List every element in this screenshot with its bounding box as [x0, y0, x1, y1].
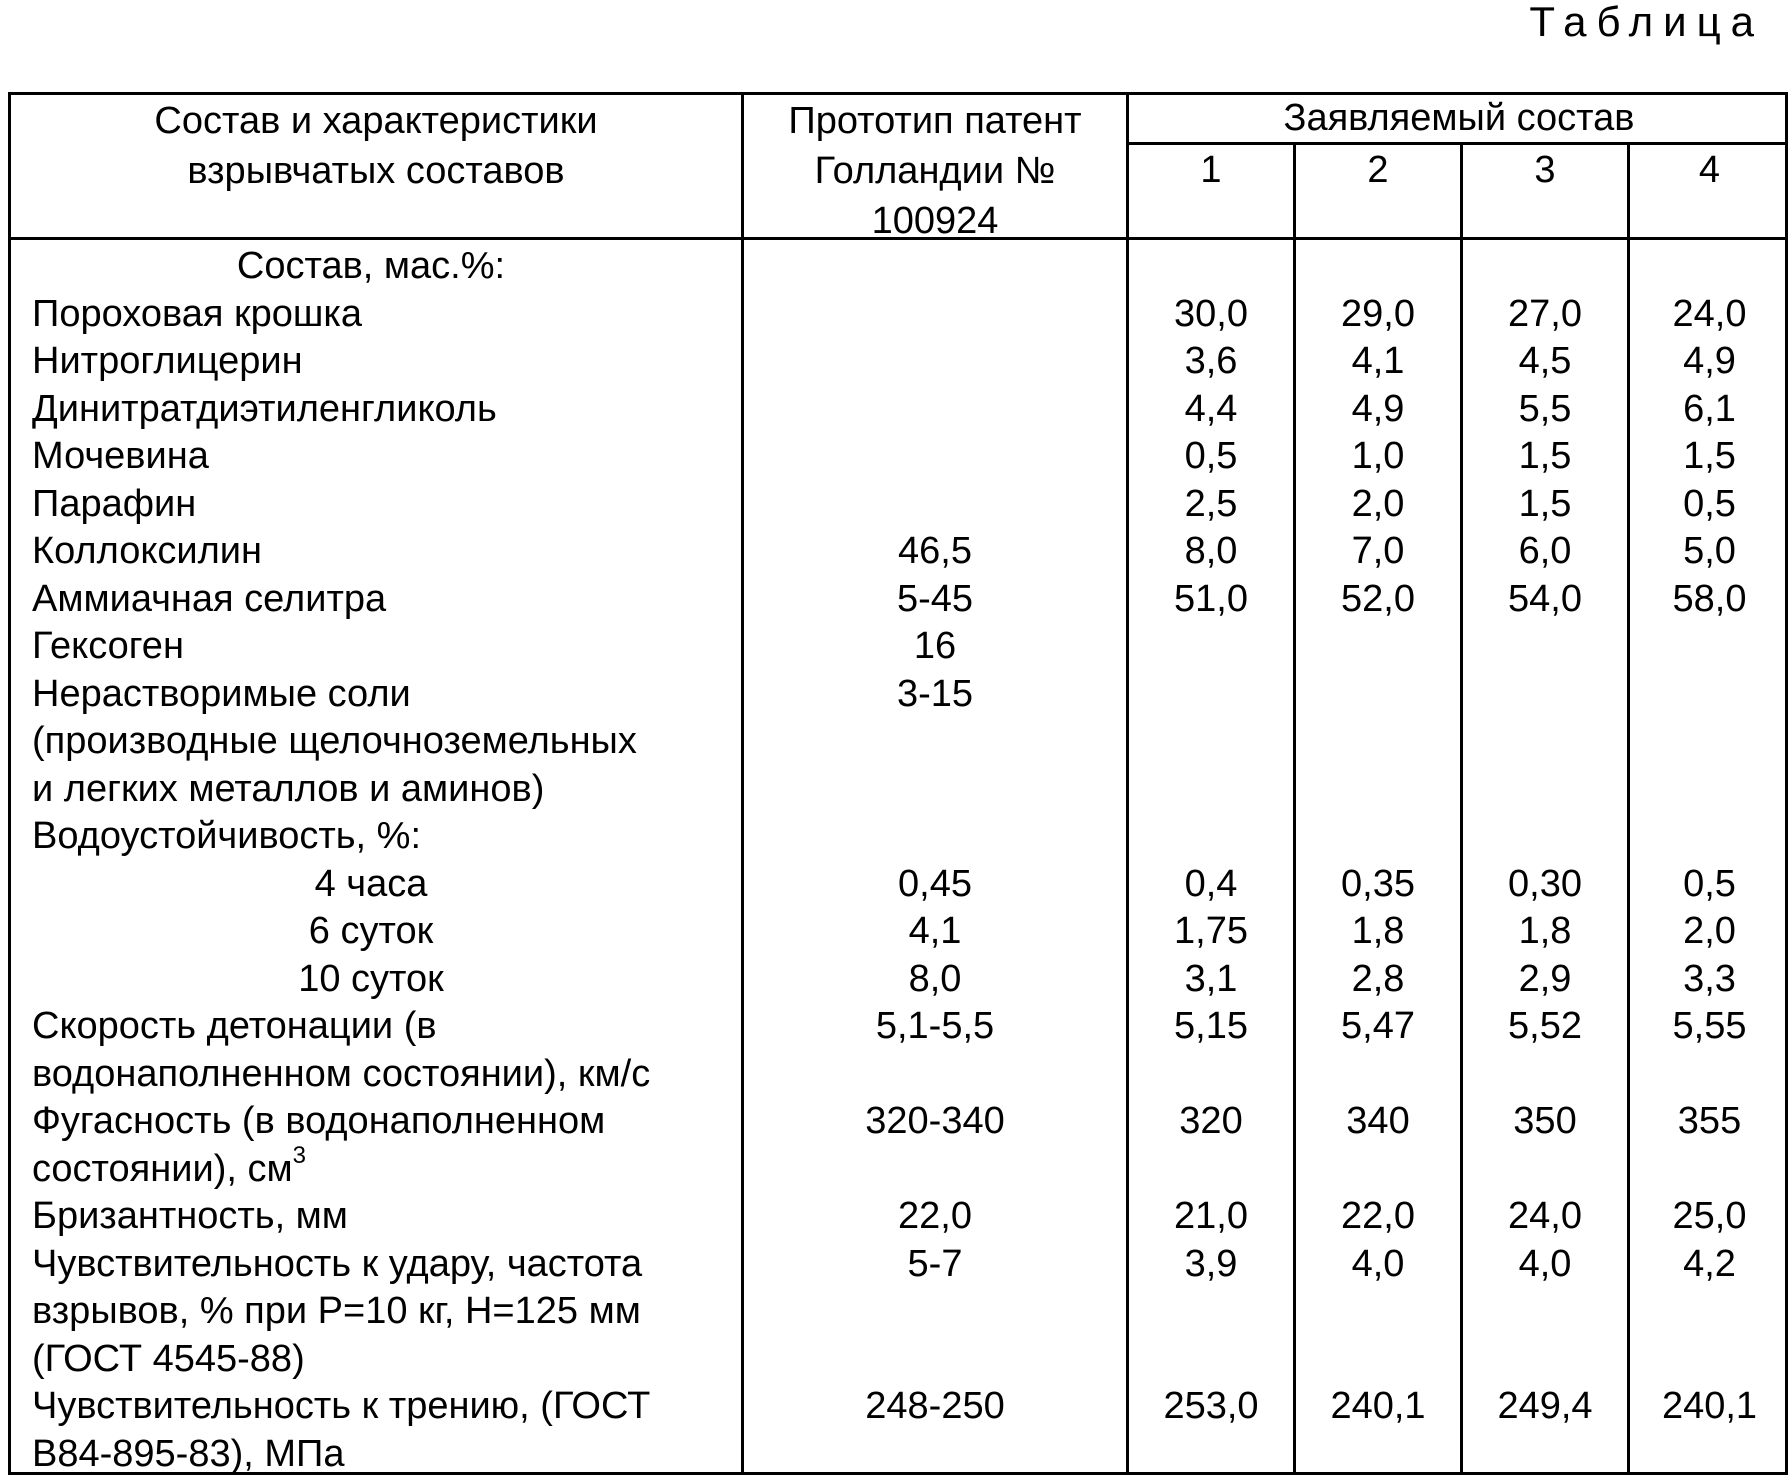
claimed-value-1: 30,0	[1174, 292, 1248, 335]
table-row	[11, 386, 1785, 434]
claimed-value-4: 58,0	[1672, 577, 1747, 620]
table-caption: Таблица	[1529, 0, 1764, 45]
table-row	[11, 861, 1785, 909]
claimed-value-1: 0,4	[1184, 862, 1238, 905]
row-label: Нитроглицерин	[32, 340, 303, 382]
claimed-value-4: 25,0	[1672, 1195, 1747, 1237]
claimed-value-2: 1,0	[1351, 435, 1405, 477]
header-claimed-composition: Заявляемый состав	[1283, 97, 1635, 139]
claimed-value-3: 249,4	[1497, 1385, 1593, 1427]
table-row	[11, 243, 1785, 291]
claimed-value-4: 2,0	[1683, 910, 1736, 952]
row-label: Состав, мас.%:	[236, 245, 506, 287]
prototype-value: 8,0	[908, 957, 962, 1000]
table-body	[11, 243, 1785, 1478]
claimed-value-4: 3,3	[1683, 957, 1736, 1000]
claimed-value-2: 52,0	[1341, 577, 1415, 620]
claimed-value-1: 2,5	[1184, 482, 1238, 525]
claimed-value-4: 0,5	[1683, 862, 1736, 905]
row-label: Чувствительность к удару, частота взрывов, % при Р=10 кг, Н=125 мм (ГОСТ 4545-88)	[32, 1242, 643, 1380]
row-label: Парафин	[32, 482, 197, 525]
table-row	[11, 1193, 1785, 1241]
header-line: 100924	[871, 200, 999, 242]
header-line: Голландии №	[814, 150, 1056, 192]
claimed-value-4: 240,1	[1661, 1385, 1758, 1427]
prototype-value: 3-15	[896, 672, 974, 715]
table-row	[11, 956, 1785, 1004]
claimed-value-3: 1,8	[1518, 910, 1572, 952]
header-claimed-number: 3	[1534, 149, 1556, 191]
table-row	[11, 671, 1785, 814]
claimed-value-2: 0,35	[1341, 862, 1415, 905]
claimed-value-2: 2,0	[1351, 482, 1405, 525]
row-label: Гексоген	[32, 625, 184, 667]
claimed-value-4: 0,5	[1683, 482, 1736, 525]
claimed-value-3: 2,9	[1518, 957, 1572, 1000]
prototype-value: 16	[913, 625, 957, 667]
table-row	[11, 1098, 1785, 1193]
table-row	[11, 576, 1785, 624]
table-row	[11, 481, 1785, 529]
claimed-value-1: 51,0	[1174, 577, 1248, 620]
claimed-value-3: 54,0	[1508, 577, 1582, 620]
claimed-value-1: 3,9	[1184, 1242, 1238, 1285]
header-line: Прототип патент	[788, 100, 1082, 142]
claimed-value-1: 21,0	[1174, 1195, 1248, 1237]
table-row	[11, 813, 1785, 861]
row-label: 4 часа	[314, 862, 428, 905]
row-label: Фугасность (в водонаполненном состоянии), $см^3$	[32, 1100, 606, 1190]
row-label: 6 суток	[308, 910, 434, 952]
prototype-value: 248-250	[865, 1385, 1005, 1427]
header-claimed-number: 2	[1367, 149, 1389, 191]
claimed-value-3: 24,0	[1508, 1195, 1582, 1237]
table-row	[11, 908, 1785, 956]
claimed-value-4: 5,55	[1672, 1005, 1747, 1047]
claimed-value-4: 4,2	[1683, 1242, 1736, 1285]
prototype-value: 320-340	[865, 1100, 1005, 1142]
claimed-value-4: 1,5	[1683, 435, 1736, 477]
header-claimed-number: 1	[1200, 149, 1222, 191]
row-label: Пороховая крошка	[32, 292, 362, 335]
table-row	[11, 1003, 1785, 1098]
header-line: Состав и характеристики	[154, 100, 598, 142]
prototype-value: 22,0	[898, 1195, 972, 1237]
header-prototype-column	[744, 96, 1126, 246]
table-row	[11, 623, 1785, 671]
row-label: Аммиачная селитра	[32, 577, 387, 620]
table-row	[11, 1241, 1785, 1384]
header-name-column	[11, 96, 741, 196]
composition-table	[8, 92, 1788, 1475]
claimed-value-3: 27,0	[1508, 292, 1582, 335]
table-row	[11, 291, 1785, 339]
claimed-value-4: 4,9	[1683, 340, 1736, 382]
table-row	[11, 1383, 1785, 1478]
claimed-value-1: 3,6	[1184, 340, 1238, 382]
table-row	[11, 528, 1785, 576]
row-label: Водоустойчивость, %:	[32, 815, 422, 857]
claimed-value-3: 4,0	[1518, 1242, 1572, 1285]
row-label: Нерастворимые соли (производные щелочноземельных и легких металлов и аминов)	[32, 672, 637, 810]
claimed-value-2: 4,9	[1351, 387, 1405, 430]
claimed-value-3: 1,5	[1518, 482, 1572, 525]
claimed-value-2: 22,0	[1341, 1195, 1415, 1237]
claimed-value-1: 4,4	[1184, 387, 1238, 430]
prototype-value: 4,1	[908, 910, 962, 952]
claimed-value-2: 4,1	[1351, 340, 1405, 382]
prototype-value: 46,5	[898, 530, 972, 572]
prototype-value: 0,45	[898, 862, 972, 905]
claimed-value-4: 6,1	[1683, 387, 1736, 430]
claimed-value-2: 4,0	[1351, 1242, 1405, 1285]
claimed-value-1: 253,0	[1163, 1385, 1259, 1427]
prototype-value: 5-45	[896, 577, 974, 620]
header-claimed-number: 4	[1698, 149, 1721, 191]
row-label: Динитратдиэтиленгликоль	[32, 387, 497, 430]
claimed-value-1: 1,75	[1174, 910, 1248, 952]
claimed-value-3: 5,52	[1508, 1005, 1582, 1047]
claimed-value-2: 240,1	[1330, 1385, 1426, 1427]
row-label: Чувствительность к трению, (ГОСТ В84-895-83), МПа	[32, 1385, 651, 1475]
claimed-value-3: 4,5	[1518, 340, 1572, 382]
claimed-value-4: 5,0	[1683, 530, 1736, 572]
claimed-value-2: 340	[1346, 1100, 1410, 1142]
claimed-value-1: 320	[1179, 1100, 1243, 1142]
prototype-value: 5-7	[907, 1242, 963, 1285]
claimed-value-4: 24,0	[1672, 292, 1747, 335]
claimed-value-1: 0,5	[1184, 435, 1238, 477]
row-label: Коллоксилин	[32, 530, 263, 572]
claimed-value-3: 6,0	[1518, 530, 1572, 572]
claimed-value-2: 29,0	[1341, 292, 1415, 335]
row-label: Бризантность, мм	[32, 1195, 348, 1237]
claimed-value-2: 1,8	[1351, 910, 1405, 952]
claimed-value-3: 0,30	[1508, 862, 1582, 905]
row-label: Мочевина	[32, 435, 209, 477]
claimed-value-3: 350	[1513, 1100, 1577, 1142]
claimed-value-1: 8,0	[1184, 530, 1238, 572]
claimed-value-4: 355	[1677, 1100, 1742, 1142]
claimed-value-2: 7,0	[1351, 530, 1405, 572]
header-line: взрывчатых составов	[187, 150, 565, 192]
claimed-value-2: 5,47	[1341, 1005, 1415, 1047]
claimed-value-1: 3,1	[1184, 957, 1238, 1000]
claimed-value-2: 2,8	[1351, 957, 1405, 1000]
claimed-value-3: 5,5	[1518, 387, 1572, 430]
claimed-value-1: 5,15	[1174, 1005, 1248, 1047]
unit-superscript: 3	[292, 1141, 306, 1169]
prototype-value: 5,1-5,5	[875, 1005, 995, 1047]
table-row	[11, 338, 1785, 386]
table-row	[11, 433, 1785, 481]
row-label: 10 суток	[298, 957, 444, 1000]
row-label: Скорость детонации (в водонаполненном состоянии), км/с	[32, 1005, 651, 1095]
claimed-value-3: 1,5	[1518, 435, 1572, 477]
